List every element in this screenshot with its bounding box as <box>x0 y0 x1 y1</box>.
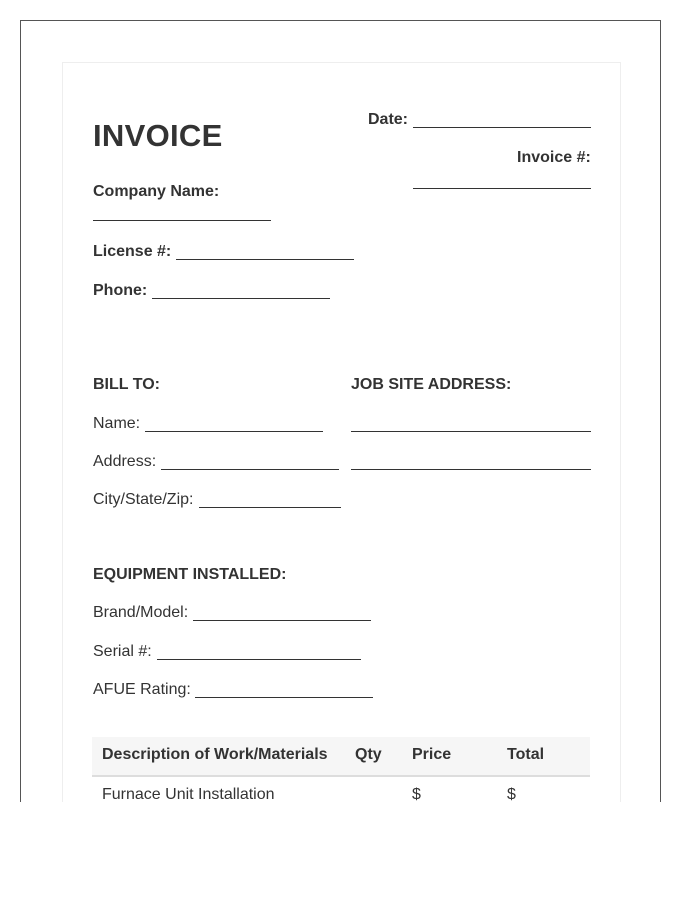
equipment-heading: EQUIPMENT INSTALLED: <box>93 566 287 583</box>
column-header-description: Description of Work/Materials <box>102 746 328 763</box>
bill-to-heading: BILL TO: <box>93 376 160 393</box>
bill-to-name-field-line[interactable] <box>145 431 323 432</box>
row-description: Furnace Unit Installation <box>102 786 275 802</box>
date-field-line[interactable] <box>413 127 591 128</box>
job-site-heading: JOB SITE ADDRESS: <box>351 376 512 393</box>
bill-to-city-state-zip-field-line[interactable] <box>199 507 341 508</box>
afue-rating-label: AFUE Rating: <box>93 681 191 698</box>
company-name-label: Company Name: <box>93 183 220 200</box>
table-header <box>92 737 590 777</box>
bill-to-name-label: Name: <box>93 415 141 432</box>
brand-model-label: Brand/Model: <box>93 604 189 621</box>
column-header-price: Price <box>412 746 452 763</box>
brand-model-field-line[interactable] <box>193 620 371 621</box>
row-total: $ <box>507 786 516 802</box>
serial-label: Serial #: <box>93 643 152 660</box>
invoice-number-label: Invoice #: <box>517 149 591 166</box>
column-header-qty: Qty <box>355 746 382 763</box>
bill-to-city-state-zip-label: City/State/Zip: <box>93 491 194 508</box>
invoice-title: INVOICE <box>93 118 223 153</box>
column-header-total: Total <box>507 746 545 763</box>
license-field-line[interactable] <box>176 259 354 260</box>
company-name-field-line[interactable] <box>93 220 271 221</box>
serial-field-line[interactable] <box>157 659 361 660</box>
job-site-line-2[interactable] <box>351 469 591 470</box>
license-label: License #: <box>93 243 172 260</box>
bill-to-address-field-line[interactable] <box>161 469 339 470</box>
document-frame <box>20 20 661 802</box>
job-site-line-1[interactable] <box>351 431 591 432</box>
phone-field-line[interactable] <box>152 298 330 299</box>
invoice-sheet <box>62 62 621 802</box>
bill-to-address-label: Address: <box>93 453 157 470</box>
phone-label: Phone: <box>93 282 148 299</box>
afue-rating-field-line[interactable] <box>195 697 373 698</box>
row-price: $ <box>412 786 421 802</box>
date-label: Date: <box>368 111 409 128</box>
invoice-number-field-line[interactable] <box>413 188 591 189</box>
